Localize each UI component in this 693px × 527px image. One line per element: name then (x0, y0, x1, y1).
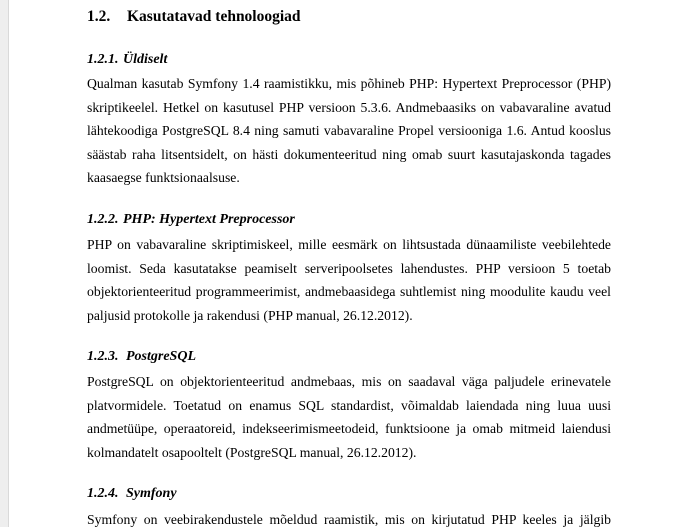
paragraph-line: andmetüüpe, operaatoreid, indekseerimismeetodeid, funktsioone ja omab mitmeid laiendusi (87, 421, 611, 437)
paragraph-line: paljusid protokolle ja rakendusi (PHP manual, 26.12.2012). (87, 307, 413, 323)
paragraph-3 (87, 370, 611, 464)
subsection-title: PostgreSQL (126, 349, 196, 364)
paragraph-2 (87, 233, 611, 327)
subsection-number: 1.2.4. (87, 486, 119, 501)
subsection-heading-3 (87, 348, 196, 366)
paragraph-line: Symfony on veebirakendustele mõeldud raamistik, mis on kirjutatud PHP keeles ja jälgib (87, 512, 611, 527)
paragraph-line: loomist. Seda kasutatakse peamiselt serveripoolsetes lahendustes. PHP versioon 5 toetab (87, 260, 611, 276)
paragraph-line: Qualman kasutab Symfony 1.4 raamistikku, mis põhineb PHP: Hypertext Preprocessor (PHP) (87, 76, 611, 91)
subsection-title: Üldiselt (123, 52, 168, 67)
paragraph-line: lähtekoodiga PostgreSQL 8.4 ning samuti vabavaraline Propel versiooniga 1.6. Antud kooslus (87, 123, 611, 139)
subsection-title: PHP: Hypertext Preprocessor (123, 212, 295, 227)
paragraph-line: skriptikeelel. Hetkel on kasutusel PHP versioon 5.3.6. Andmebaasiks on vabavaraline avatud (87, 99, 611, 115)
subsection-number: 1.2.3. (87, 349, 119, 364)
subsection-number: 1.2.1. (87, 52, 119, 67)
paragraph-line: kolmandatelt osapooltelt (PostgreSQL manual, 26.12.2012). (87, 444, 417, 460)
paragraph-line: PostgreSQL on objektorienteeritud andmebaas, mis on saadaval väga paljudele erinevatele (87, 374, 611, 389)
section-heading (87, 7, 301, 27)
paragraph-line: platvormidele. Toetatud on enamus SQL standardist, võimaldab laiendada ning luua uusi (87, 397, 611, 413)
paragraph-line: PHP on vabavaraline skriptimiskeel, mille eesmärk on lihtsustada dünaamiliste veebilehtede (87, 237, 611, 252)
paragraph-line: objektorienteeritud programmeerimist, andmebaasidega suhtlemist ning moodulite kaudu veel (87, 284, 611, 300)
subsection-number: 1.2.2. (87, 212, 119, 227)
paragraph-line: kaasaegse funktsionaalsuse. (87, 170, 240, 186)
subsection-heading-2 (87, 211, 295, 229)
section-title: Kasutatavad tehnoloogiad (127, 8, 301, 25)
section-number: 1.2. (87, 8, 111, 25)
paragraph-1 (87, 72, 611, 190)
subsection-title: Symfony (126, 486, 177, 501)
subsection-heading-1 (87, 51, 167, 69)
paragraph-4 (87, 508, 611, 527)
scrollbar-edge (0, 0, 9, 527)
paragraph-line: säästab raha litsentsidelt, on hästi dokumenteeritud ning omab suurt kasutajaskonda tagades (87, 146, 611, 162)
subsection-heading-4 (87, 485, 177, 503)
